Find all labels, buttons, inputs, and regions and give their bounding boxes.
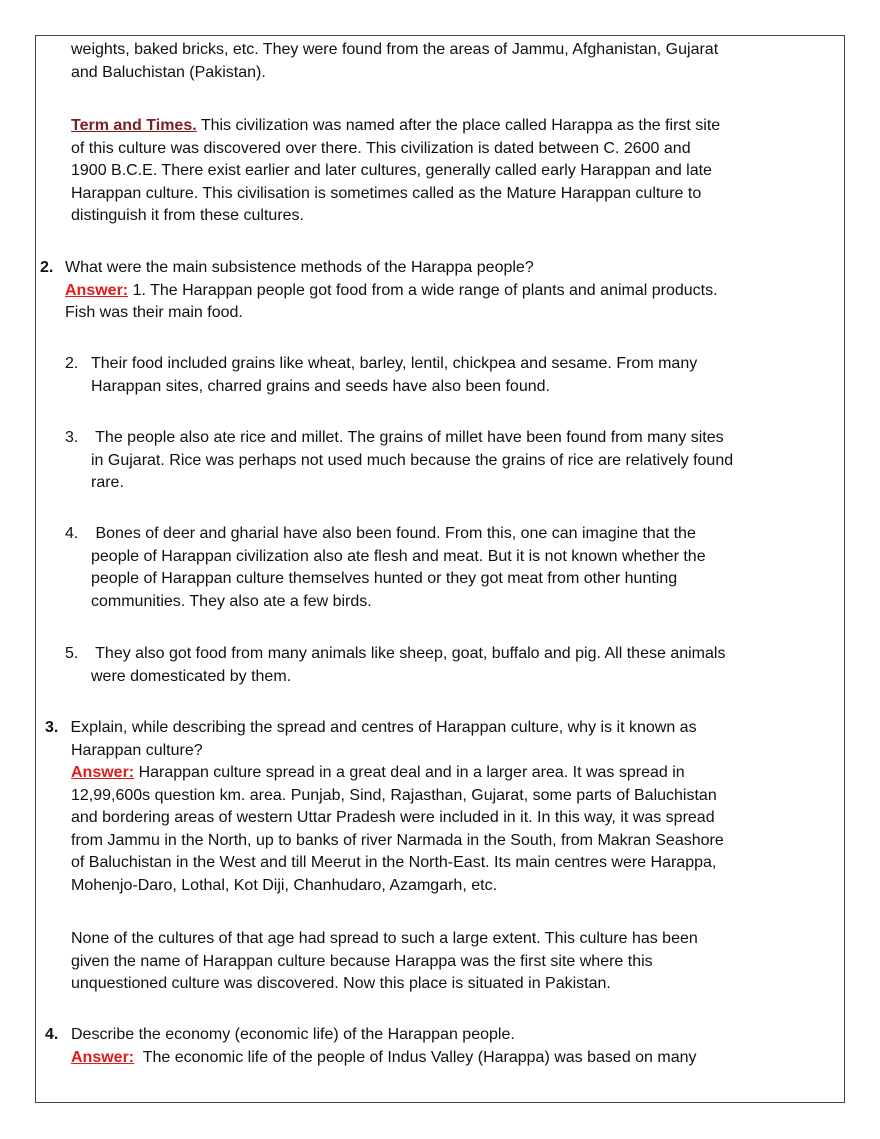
answer-text: Harappan culture spread in a great deal and in a larger area. It was spread in — [134, 764, 685, 781]
list-item — [65, 353, 697, 398]
list-item-number: 2. — [65, 355, 79, 372]
list-item-number: 5. — [65, 645, 79, 662]
list-item-line: Harappan sites, charred grains and seeds have also been found. — [91, 377, 550, 395]
term-text: This civilization was named after the place called Harappa as the first site — [196, 117, 721, 134]
term-line: 1900 B.C.E. There exist earlier and later cultures, generally called early Harappan and late — [71, 162, 712, 179]
answer-line: unquestioned culture was discovered. Now this place is situated in Pakistan. — [71, 975, 611, 992]
answer-text: The economic life of the people of Indus Valley (Harappa) was based on many — [134, 1048, 697, 1066]
question-text: Describe the economy (economic life) of the Harappan people. — [71, 1026, 515, 1043]
list-item-line: people of Harappan civilization also ate flesh and meat. But it is not known whether the — [91, 547, 706, 565]
answer-line: of Baluchistan in the West and till Meerut in the North-East. Its main centres were Harappa, — [71, 854, 717, 871]
intro-line: weights, baked bricks, etc. They were found from the areas of Jammu, Afghanistan, Gujarat — [71, 41, 719, 58]
answer-line: and bordering areas of western Uttar Pradesh were included in it. In this way, it was spread — [71, 809, 715, 826]
question-4 — [45, 1024, 58, 1047]
answer-line — [71, 762, 724, 785]
question-number: 3. — [45, 719, 59, 736]
term-heading: Term and Times. — [71, 117, 197, 134]
answer-label: Answer: — [71, 764, 135, 781]
list-item-line: Bones of deer and gharial have also been found. From this, one can imagine that the — [91, 525, 696, 542]
term-line: distinguish it from these cultures. — [71, 207, 304, 224]
list-item-line: They also got food from many animals like sheep, goat, buffalo and pig. All these animals — [91, 645, 726, 662]
answer-line: Mohenjo-Daro, Lothal, Kot Diji, Chanhudaro, Azamgarh, etc. — [71, 876, 498, 894]
question-3 — [45, 717, 58, 740]
question-number: 4. — [45, 1026, 59, 1043]
list-item — [65, 523, 706, 613]
list-item — [65, 643, 725, 688]
list-item-number: 3. — [65, 429, 79, 446]
intro-line: and Baluchistan (Pakistan). — [71, 63, 266, 81]
answer-line — [65, 280, 718, 303]
answer-line: from Jammu in the North, up to banks of river Narmada in the South, from Makran Seashore — [71, 831, 724, 849]
answer-line: 12,99,600s question km. area. Punjab, Sind, Rajasthan, Gujarat, some parts of Baluchistan — [71, 786, 717, 804]
question-3-answer — [71, 762, 724, 897]
list-item-line: The people also ate rice and millet. The grains of millet have been found from many sites — [91, 429, 724, 446]
answer-line: Fish was their main food. — [65, 304, 243, 321]
answer-label: Answer: — [65, 281, 129, 299]
question-2 — [40, 257, 53, 280]
answer-line: given the name of Harappan culture because Harappa was the first site where this — [71, 952, 653, 970]
answer-label: Answer: — [71, 1048, 135, 1066]
question-text: Explain, while describing the spread and centres of Harappan culture, why is it known as — [66, 719, 697, 736]
answer-text: 1. The Harappan people got food from a wide range of plants and animal products. — [128, 281, 718, 299]
question-2-body — [65, 257, 718, 325]
question-text: Harappan culture? — [71, 741, 203, 759]
question-4-body — [71, 1024, 697, 1069]
answer-line — [71, 1047, 697, 1070]
question-3-paragraph-2 — [71, 928, 698, 996]
intro-paragraph — [71, 39, 718, 84]
list-item-line: people of Harappan culture themselves hunted or they got meat from other hunting — [91, 570, 678, 587]
list-item-number: 4. — [65, 525, 79, 542]
list-item-line: communities. They also ate a few birds. — [91, 592, 372, 610]
list-item-line: in Gujarat. Rice was perhaps not used much because the grains of rice are relatively found — [91, 451, 734, 469]
term-and-times-paragraph — [71, 115, 720, 228]
question-text: What were the main subsistence methods of the Harappa people? — [65, 259, 534, 276]
list-item — [65, 427, 733, 495]
question-3-body — [66, 717, 697, 762]
term-line: of this culture was discovered over there. This civilization is dated between C. 2600 and — [71, 139, 691, 157]
term-line — [71, 115, 720, 138]
list-item-line: rare. — [91, 474, 124, 491]
term-line: Harappan culture. This civilisation is sometimes called as the Mature Harappan culture to — [71, 184, 702, 202]
list-item-line: Their food included grains like wheat, barley, lentil, chickpea and sesame. From many — [91, 355, 698, 372]
answer-line: None of the cultures of that age had spread to such a large extent. This culture has been — [71, 930, 698, 947]
list-item-line: were domesticated by them. — [91, 667, 292, 685]
question-number: 2. — [40, 259, 54, 276]
